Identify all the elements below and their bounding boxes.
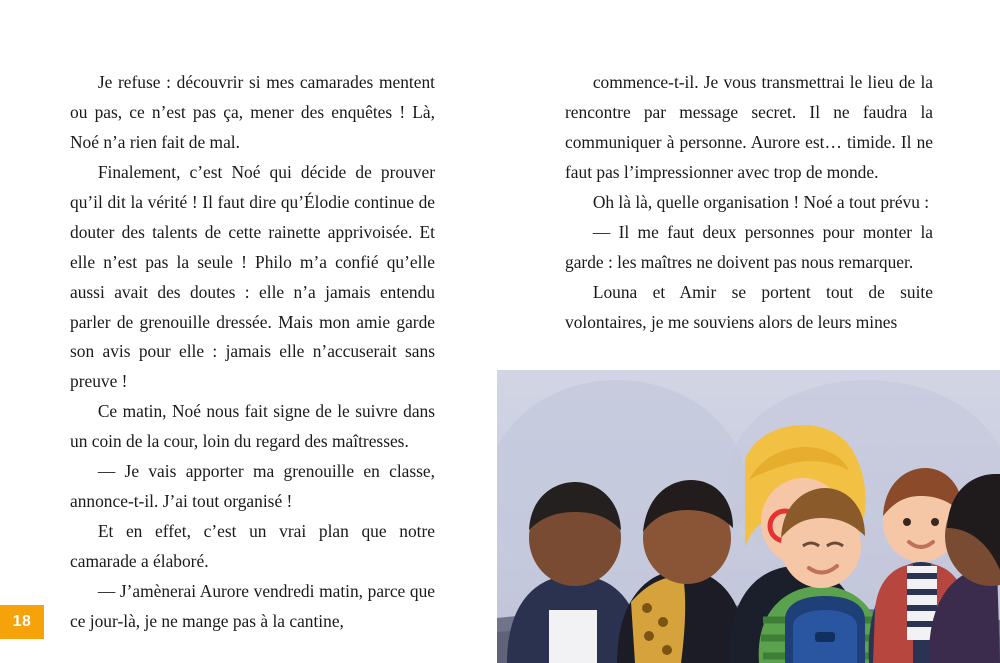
paragraph: Oh là là, quelle organisation ! Noé a tout prévu : (592, 191, 930, 212)
paragraph: Et en effet, c’est un vrai plan que notre camarade a élaboré. (70, 521, 435, 571)
paragraph: Finalement, c’est Noé qui décide de prouver qu’il dit la vérité ! Il faut dire qu’Élodie continue de douter des talents de cette rainette apprivoisée. Et elle n’est pas la seule ! Philo m’a confié qu’elle aussi avait des doutes : elle n’a jamais entendu parler de grenouille dressée. Mais mon amie garde son avis pour elle : jamais elle n’accuserait sans preuve ! (70, 161, 435, 392)
paragraph-dialogue: — Je vais apporter ma grenouille en classe, annonce-t-il. J’ai tout organisé ! (70, 461, 435, 512)
paragraph: Louna et Amir se portent tout de suite volontaires, je me souviens alors de leurs mines (565, 281, 933, 332)
paragraph: commence-t-il. Je vous transmettrai le lieu de la rencontre par message secret. Il ne faudra la communiquer à personne. Aurore est… timide. Il ne faut pas l’impressionner avec trop de monde. (565, 72, 933, 182)
paragraph: Je refuse : découvrir si mes camarades mentent ou pas, ce n’est pas ça, mener des enquêtes ! Là, Noé n’a rien fait de mal. (70, 72, 435, 152)
text-column-left (70, 68, 435, 637)
text-column-right (565, 68, 933, 337)
paragraph: Ce matin, Noé nous fait signe de le suivre dans un coin de la cour, loin du regard des maîtresses. (70, 401, 435, 452)
paragraph-dialogue: — Il me faut deux personnes pour monter la garde : les maîtres ne doivent pas nous remarquer. (565, 221, 933, 272)
illustration-children-schoolyard (497, 370, 1000, 663)
paragraph-dialogue: — J’amènerai Aurore vendredi matin, parce que ce jour-là, je ne mange pas à la cantine, (70, 580, 435, 631)
page-number: 18 (0, 605, 44, 639)
